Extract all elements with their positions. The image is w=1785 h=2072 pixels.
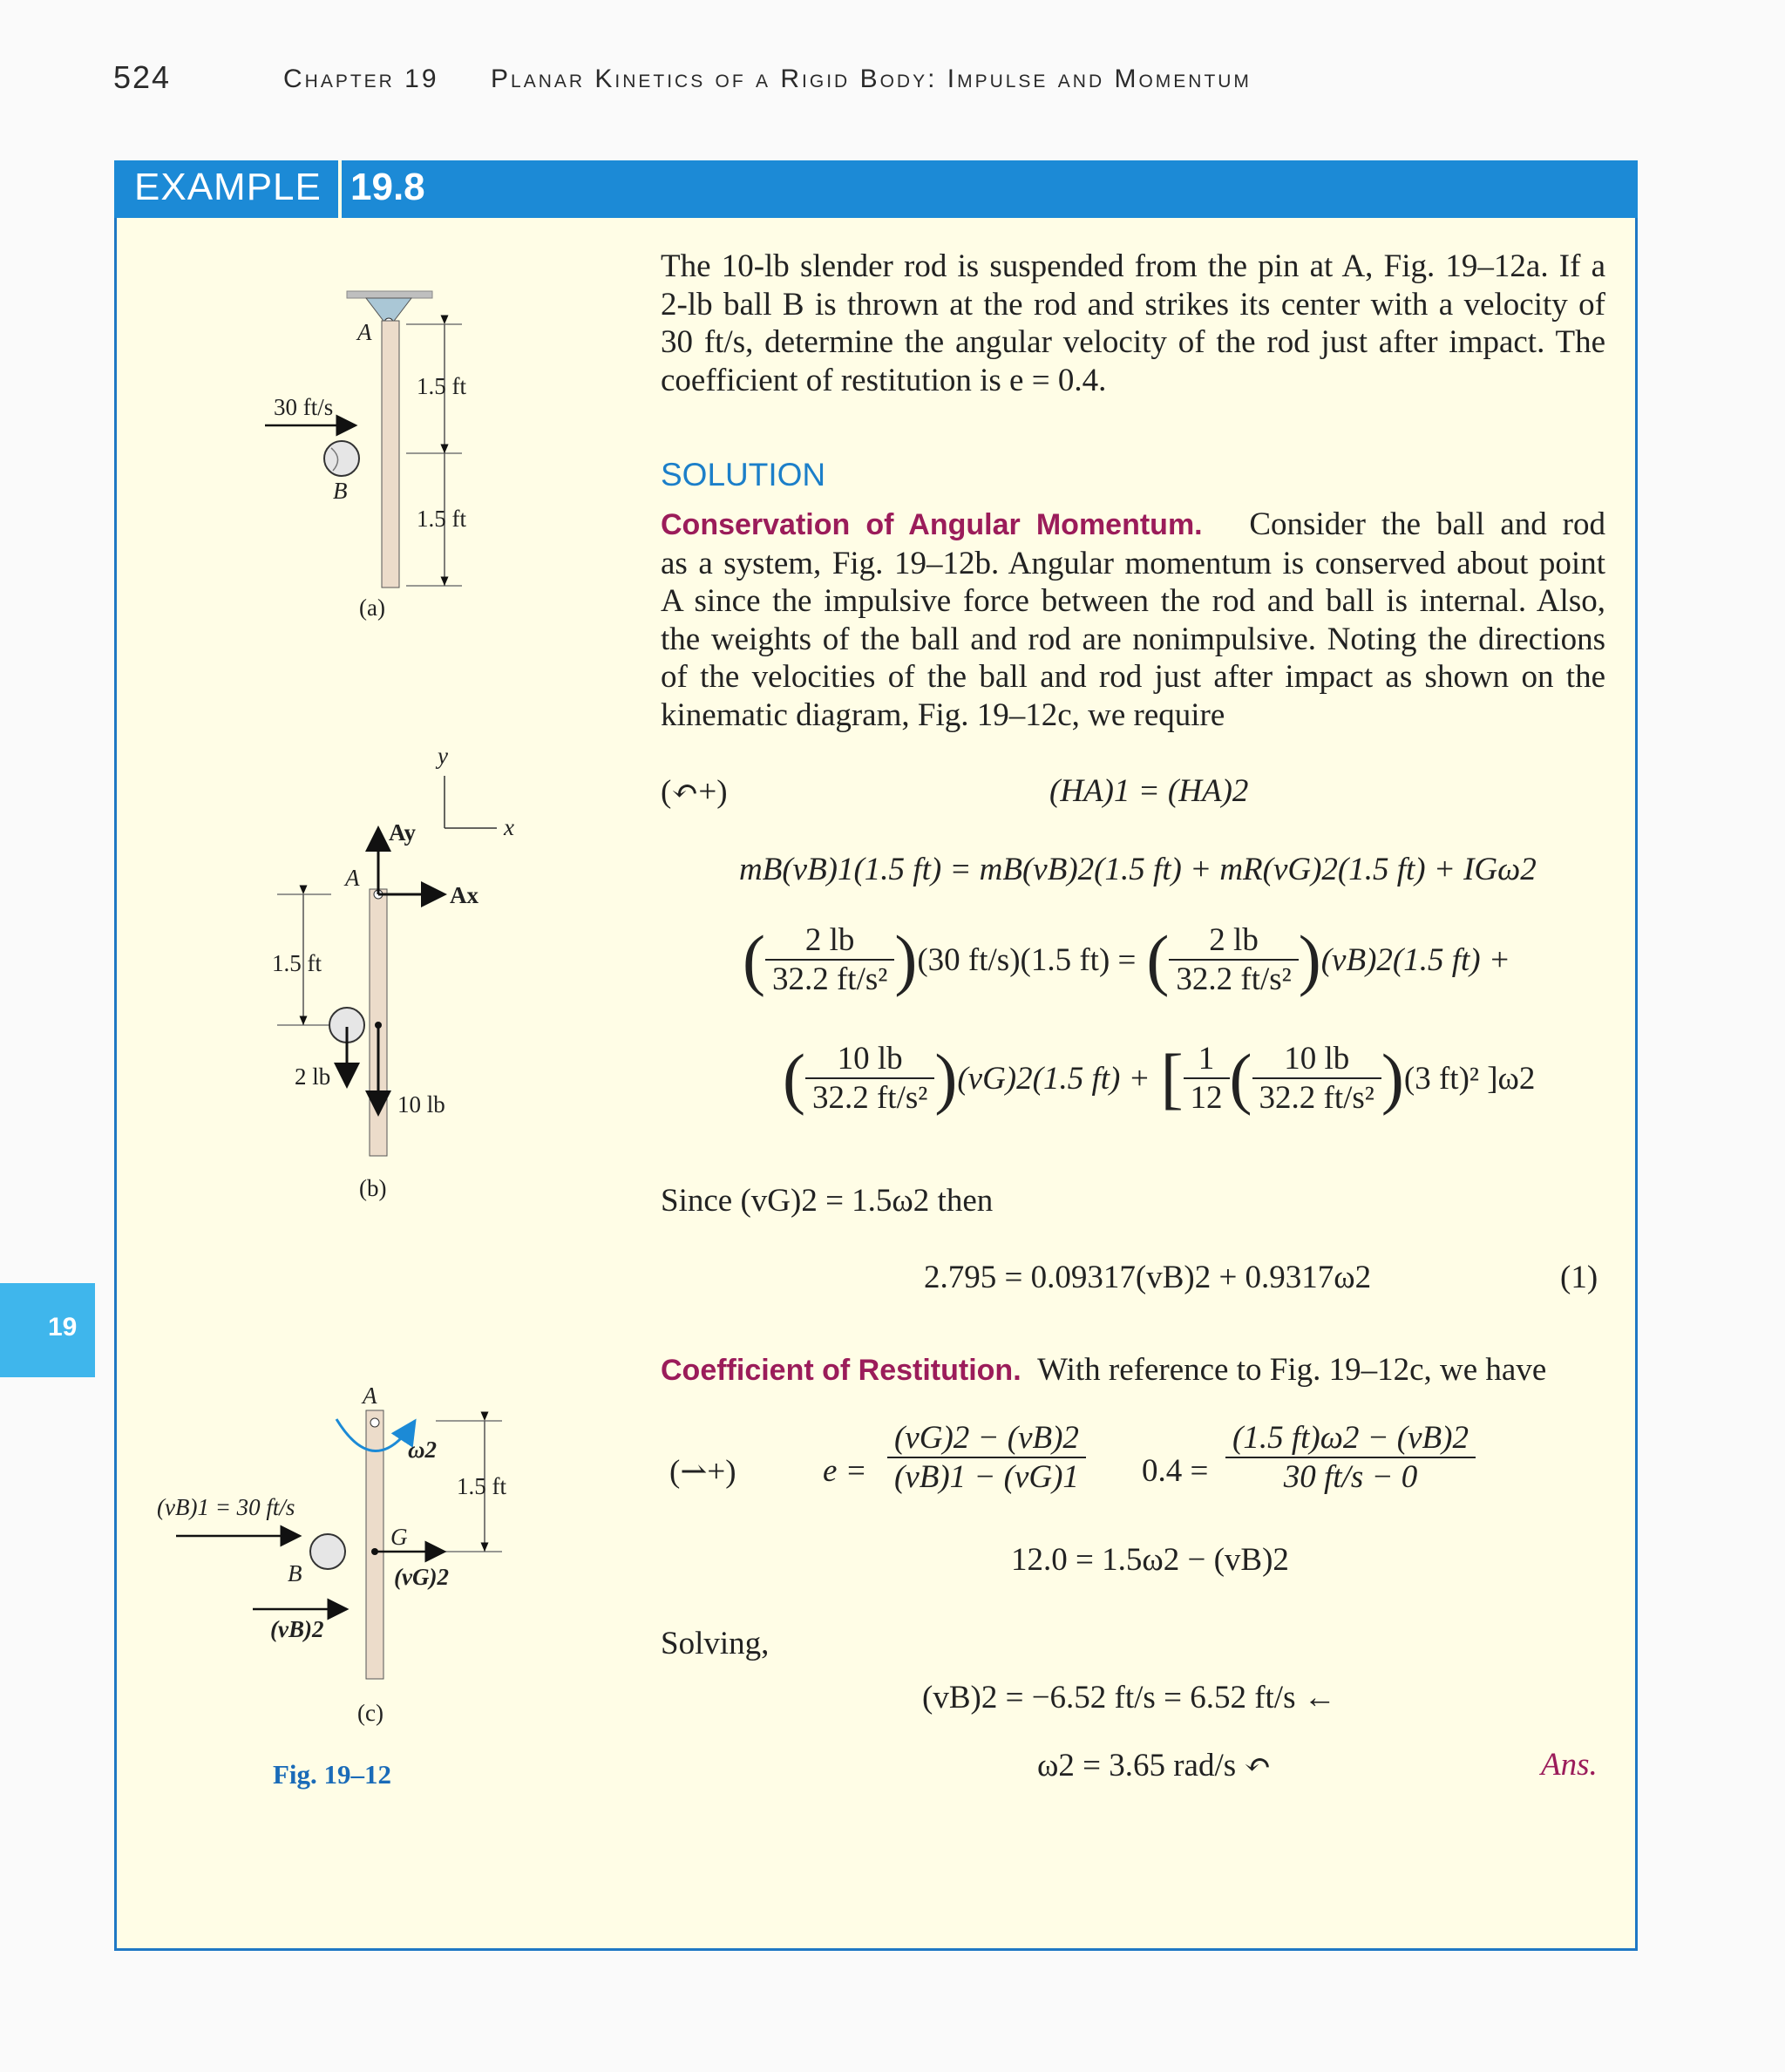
example-divider bbox=[338, 160, 342, 218]
fig-b-pin-label: A bbox=[345, 865, 360, 891]
chapter-title: Planar Kinetics of a Rigid Body: Impulse and Momentum bbox=[491, 65, 1252, 93]
fig-b-label: (b) bbox=[359, 1175, 387, 1201]
chapter-label: Chapter 19 bbox=[283, 65, 439, 93]
omega-label: ω2 bbox=[408, 1437, 438, 1463]
eq6-tag: (⇀+) bbox=[669, 1454, 736, 1490]
fig-c-pin-label: A bbox=[363, 1382, 377, 1409]
solution-heading: SOLUTION bbox=[661, 457, 826, 493]
figure-b bbox=[272, 743, 514, 1201]
fig-a-ball-label: B bbox=[333, 478, 348, 504]
answer-label: Ans. bbox=[1541, 1747, 1598, 1783]
problem-line: 2-lb ball B is thrown at the rod and strikes its center with a velocity of bbox=[661, 286, 1605, 323]
eq6-lhs: 0.4 = bbox=[1142, 1453, 1209, 1489]
eq4-one: 1 bbox=[1184, 1040, 1230, 1079]
eq4-frac-den-2: 32.2 ft/s² bbox=[1259, 1080, 1374, 1116]
section1-line: as a system, Fig. 19–12b. Angular momentum is conserved about point bbox=[661, 545, 1605, 581]
ball-b-a bbox=[324, 441, 359, 476]
eq4-mid: (vG)2(1.5 ft) + bbox=[957, 1060, 1150, 1097]
ball-weight-label: 2 lb bbox=[295, 1063, 331, 1090]
eq6-num: (vG)2 − (vB)2 bbox=[887, 1419, 1086, 1458]
fig-a-label: (a) bbox=[359, 594, 385, 621]
section1-line: Consider the ball and rod bbox=[1249, 506, 1605, 542]
page-number: 524 bbox=[113, 59, 172, 95]
vg2-label: (vG)2 bbox=[394, 1564, 449, 1590]
force-ay-label: Ay bbox=[389, 819, 416, 846]
equation-5-number: (1) bbox=[1560, 1260, 1598, 1295]
result-2: ω2 = 3.65 rad/s ↶ bbox=[1037, 1748, 1272, 1783]
fig-a-velocity: 30 ft/s bbox=[274, 394, 334, 420]
problem-statement bbox=[661, 248, 1605, 399]
eq6-den2: 30 ft/s − 0 bbox=[1283, 1459, 1418, 1495]
fig-a-dim-top: 1.5 ft bbox=[417, 373, 466, 399]
vb1-label: (vB)1 = 30 ft/s bbox=[157, 1494, 295, 1520]
problem-line: The 10-lb slender rod is suspended from the pin at A, Fig. 19–12a. If a bbox=[661, 248, 1605, 284]
equation-1: (HA)1 = (HA)2 bbox=[1049, 773, 1249, 809]
result-1: (vB)2 = −6.52 ft/s = 6.52 ft/s ← bbox=[922, 1680, 1336, 1715]
axis-y-label: y bbox=[438, 743, 448, 769]
eq3-frac-den-2: 32.2 ft/s² bbox=[1176, 961, 1292, 997]
eq4-frac-num-2: 10 lb bbox=[1252, 1040, 1381, 1079]
eq3-mid: (30 ft/s)(1.5 ft) = bbox=[917, 941, 1137, 978]
section1-line: of the velocities of the ball and rod just after impact as shown on the bbox=[661, 659, 1605, 695]
ball-b-c bbox=[310, 1534, 345, 1569]
section1-paragraph bbox=[661, 506, 1605, 734]
problem-line: coefficient of restitution is e = 0.4. bbox=[661, 362, 1107, 398]
eq4-twelve: 12 bbox=[1190, 1080, 1223, 1116]
example-number: 19.8 bbox=[350, 166, 425, 208]
fig-c-dim: 1.5 ft bbox=[457, 1473, 506, 1499]
fig-c-label: (c) bbox=[357, 1700, 383, 1726]
figure-a bbox=[265, 291, 466, 621]
equation-3: ( $\frac{2 lb}{\text{32.2 ft/s²}}$ ) (30 ft/s)(1.5 ft) = ( $\frac{2 lb}{\text{32.2 ft/s²}}$ ) (vB)2(1.5 ft) + bbox=[743, 921, 1510, 997]
vb2-label: (vB)2 bbox=[270, 1616, 324, 1642]
section1-line: the weights of the ball and rod are nonimpulsive. Noting the directions bbox=[661, 621, 1605, 657]
eq4-frac-den: 32.2 ft/s² bbox=[811, 1080, 928, 1116]
section1-line: A since the impulsive force between the rod and ball is internal. Also, bbox=[661, 583, 1605, 619]
section1-line: kinematic diagram, Fig. 19–12c, we require bbox=[661, 696, 1225, 733]
section2-paragraph bbox=[661, 1351, 1546, 1389]
eq6-num2: (1.5 ft)ω2 − (vB)2 bbox=[1225, 1419, 1476, 1458]
chapter-tab-label: 19 bbox=[48, 1313, 78, 1342]
eq6-fraction-2 bbox=[1225, 1419, 1476, 1496]
fig-a-pin-label: A bbox=[357, 319, 372, 345]
equation-2: mB(vB)1(1.5 ft) = mB(vB)2(1.5 ft) + mR(vG)2(1.5 ft) + IGω2 bbox=[739, 852, 1537, 887]
fig-c-ball-label: B bbox=[288, 1560, 302, 1586]
since-line: Since (vG)2 = 1.5ω2 then bbox=[661, 1183, 994, 1219]
eq6-den: (vB)1 − (vG)1 bbox=[894, 1459, 1079, 1495]
eq3-frac-num-2: 2 lb bbox=[1169, 921, 1298, 961]
figure-19-12 bbox=[139, 270, 540, 1787]
force-ax-label: Ax bbox=[450, 882, 478, 908]
eq4-frac-num: 10 lb bbox=[805, 1040, 934, 1079]
eq3-frac-num: 2 lb bbox=[765, 921, 894, 961]
equation-5: 2.795 = 0.09317(vB)2 + 0.9317ω2 bbox=[924, 1260, 1372, 1295]
figure-c bbox=[157, 1382, 506, 1726]
eq3-frac-den: 32.2 ft/s² bbox=[771, 961, 888, 997]
section2-text: With reference to Fig. 19–12c, we have bbox=[1037, 1352, 1547, 1388]
fig-b-dim: 1.5 ft bbox=[272, 950, 322, 976]
rod-a bbox=[382, 321, 399, 588]
ceiling-support bbox=[347, 291, 432, 298]
example-label: EXAMPLE bbox=[134, 166, 322, 208]
example-header-bar bbox=[114, 160, 1638, 218]
eq1-tag: (↶+) bbox=[661, 774, 728, 810]
section2-title: Coefficient of Restitution. bbox=[661, 1354, 1021, 1387]
section1-title: Conservation of Angular Momentum. bbox=[661, 508, 1203, 541]
fig-a-dim-bottom: 1.5 ft bbox=[417, 506, 466, 532]
g-label: G bbox=[390, 1524, 408, 1550]
equation-4: ( $\frac{10 lb}{\text{32.2 ft/s²}}$ ) (vG)2(1.5 ft) + [ $\frac{1}{12}$ ( $\frac{10 lb}{\text{32.2 ft/s²}}$ ) (3 ft)² ]ω2 bbox=[783, 1040, 1536, 1116]
rod-weight-label: 10 lb bbox=[397, 1091, 445, 1118]
eq6-fraction bbox=[887, 1419, 1086, 1496]
equation-7: 12.0 = 1.5ω2 − (vB)2 bbox=[1011, 1542, 1289, 1578]
eq4-tail: (3 ft)² ]ω2 bbox=[1403, 1060, 1536, 1097]
problem-line: 30 ft/s, determine the angular velocity of the rod just after impact. The bbox=[661, 324, 1605, 360]
solving-label: Solving, bbox=[661, 1626, 770, 1661]
axis-x-label: x bbox=[504, 814, 514, 840]
eq6-e: e = bbox=[823, 1453, 867, 1489]
figure-caption: Fig. 19–12 bbox=[273, 1759, 392, 1790]
eq3-right: (vB)2(1.5 ft) + bbox=[1320, 941, 1510, 978]
